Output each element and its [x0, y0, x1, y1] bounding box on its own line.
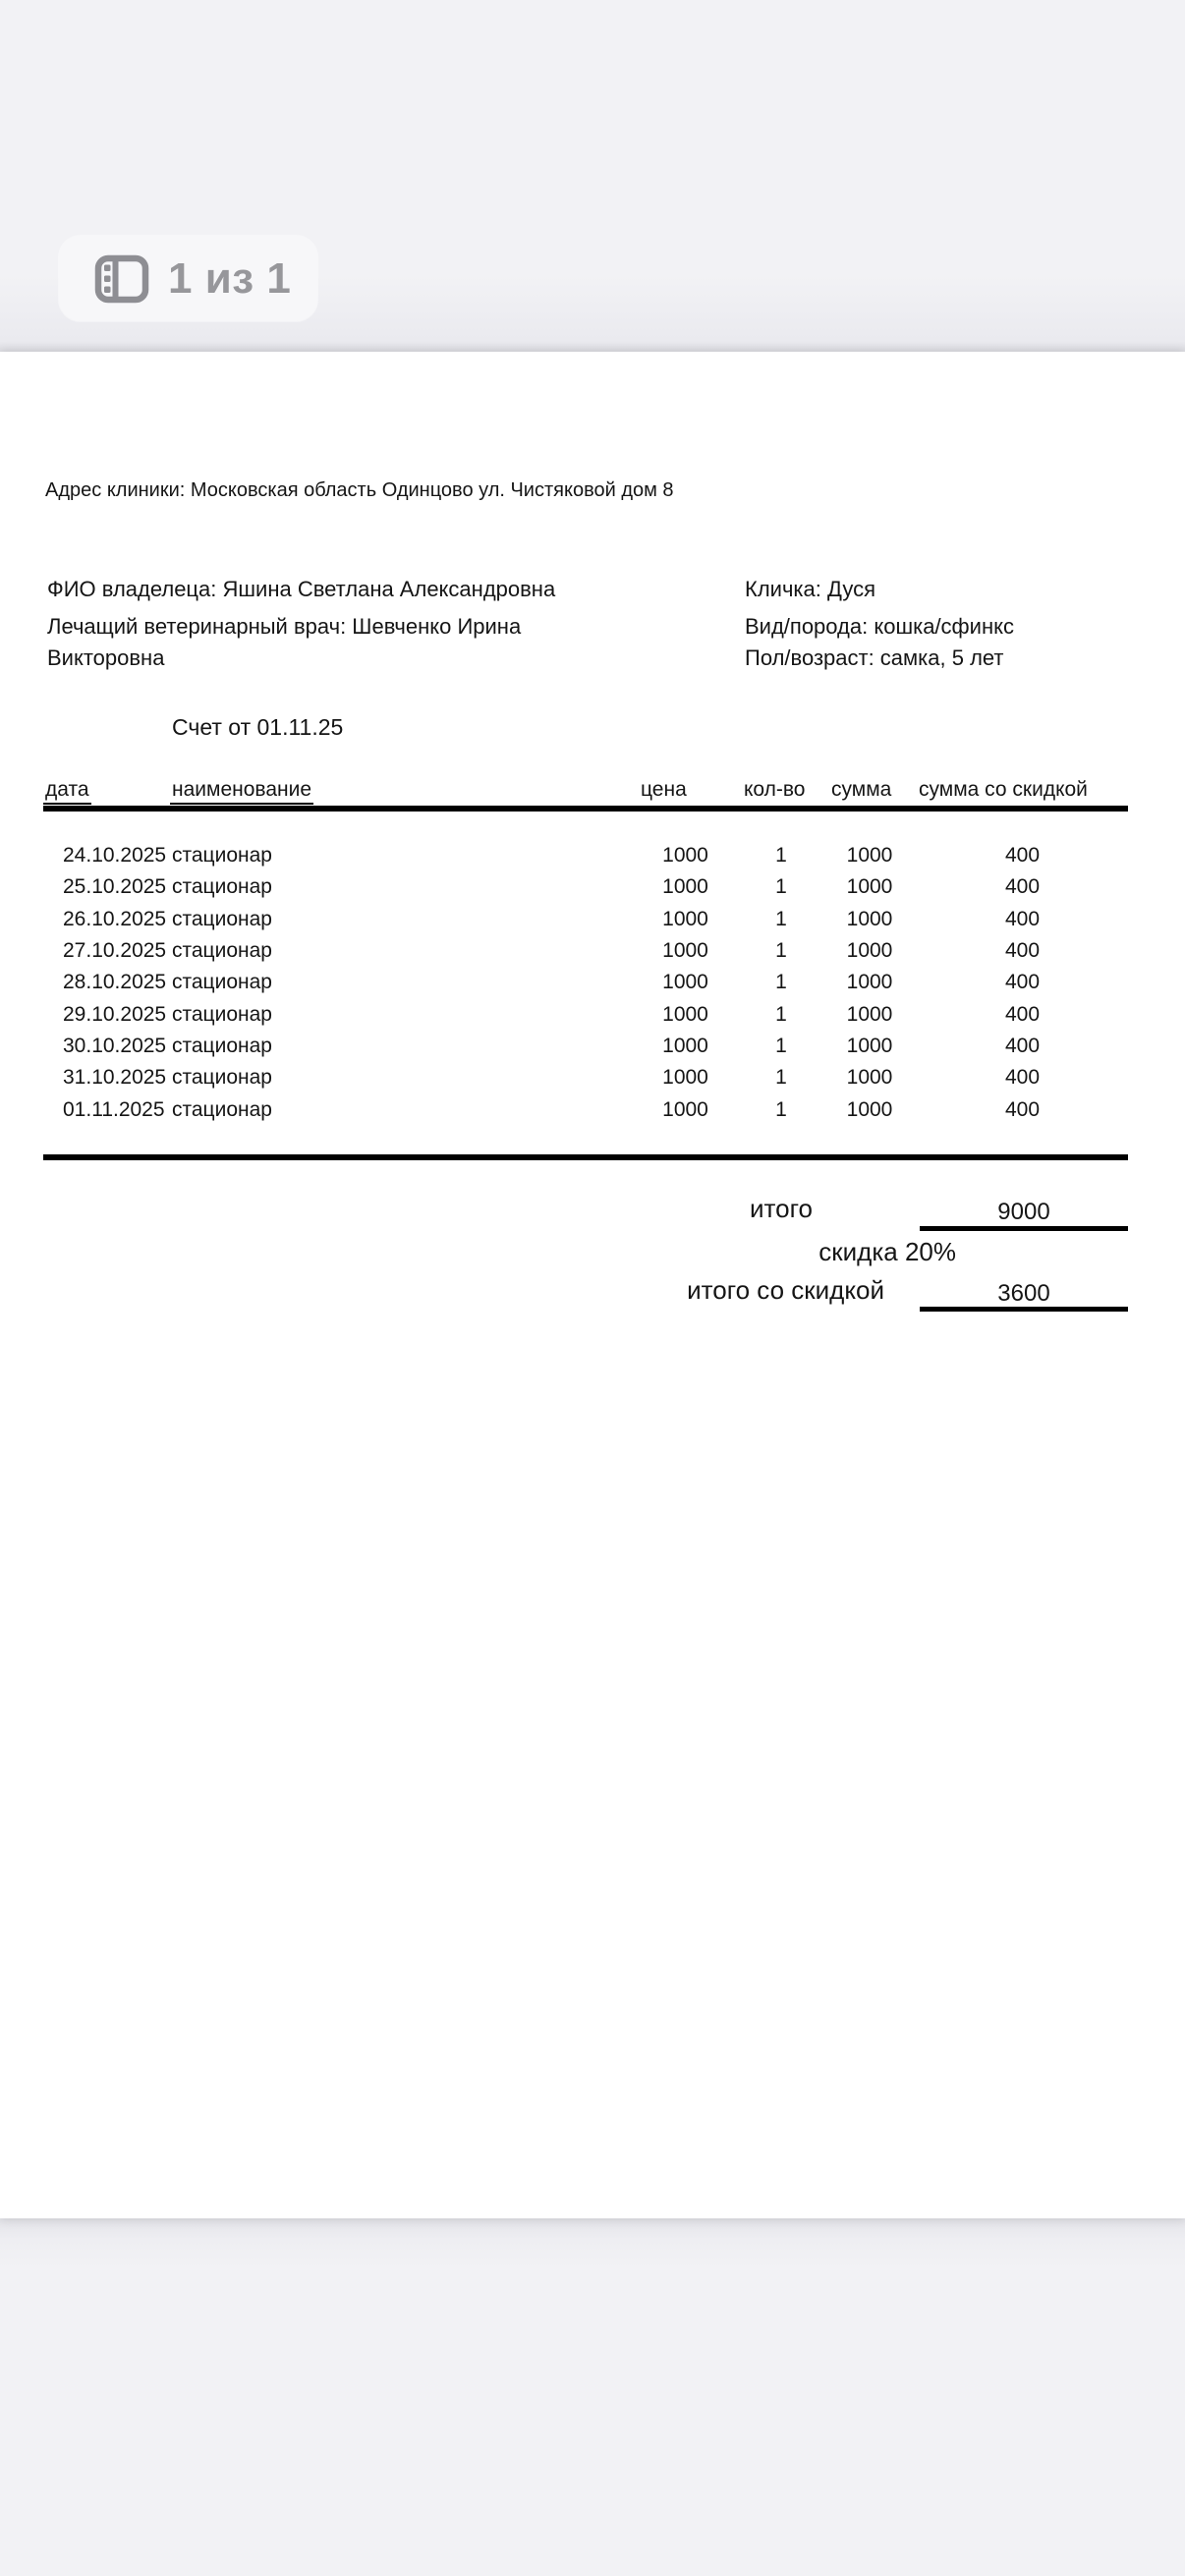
cell-sum: 1000 — [846, 907, 893, 930]
subtotal-rule — [920, 1226, 1128, 1231]
cell-sum: 1000 — [846, 939, 893, 963]
cell-sum: 1000 — [846, 971, 893, 994]
cell-sum_discount: 400 — [1004, 844, 1041, 868]
cell-sum_discount: 400 — [1004, 1066, 1041, 1090]
thumbnails-sidebar-icon — [94, 254, 149, 304]
cell-price: 1000 — [662, 1066, 708, 1090]
cell-price: 1000 — [662, 939, 708, 963]
pet-name: Кличка: Дуся — [745, 577, 876, 601]
col-header-date: дата — [43, 778, 91, 805]
table-row — [43, 935, 1126, 967]
table-header-rule — [43, 806, 1128, 812]
cell-sum: 1000 — [846, 1002, 893, 1026]
cell-price: 1000 — [662, 907, 708, 930]
table-row — [43, 1031, 1126, 1062]
page-count-label: 1 из 1 — [168, 253, 292, 303]
cell-name: стационар — [172, 939, 272, 963]
cell-qty: 1 — [775, 844, 787, 868]
cell-name: стационар — [172, 971, 272, 994]
cell-date: 25.10.2025 — [63, 875, 167, 899]
table-row — [43, 904, 1126, 935]
table-row — [43, 1093, 1126, 1125]
cell-price: 1000 — [662, 844, 708, 868]
cell-date: 29.10.2025 — [63, 1002, 167, 1026]
table-row — [43, 871, 1126, 903]
cell-name: стационар — [172, 1002, 272, 1026]
document-page — [0, 352, 1185, 2218]
cell-date: 28.10.2025 — [63, 971, 167, 994]
cell-sum_discount: 400 — [1004, 1097, 1041, 1121]
cell-sum: 1000 — [846, 1097, 893, 1121]
cell-qty: 1 — [775, 1066, 787, 1090]
col-header-sum: сумма — [831, 778, 892, 801]
subtotal-label: итого — [750, 1194, 813, 1223]
vet-name-line2: Викторовна — [47, 645, 165, 670]
cell-sum: 1000 — [846, 1066, 893, 1090]
col-header-price: цена — [641, 778, 687, 801]
clinic-address: Адрес клиники: Московская область Одинцово ул. Чистяковой дом 8 — [45, 479, 674, 501]
cell-name: стационар — [172, 844, 272, 868]
cell-sum_discount: 400 — [1004, 1002, 1041, 1026]
sex-age: Пол/возраст: самка, 5 лет — [745, 645, 1004, 670]
total-with-discount-value: 3600 — [997, 1280, 1050, 1307]
total-rule — [920, 1307, 1128, 1312]
cell-name: стационар — [172, 907, 272, 930]
cell-sum_discount: 400 — [1004, 971, 1041, 994]
cell-qty: 1 — [775, 1002, 787, 1026]
species-breed: Вид/порода: кошка/сфинкс — [745, 614, 1014, 639]
cell-name: стационар — [172, 1034, 272, 1057]
cell-sum: 1000 — [846, 875, 893, 899]
cell-qty: 1 — [775, 907, 787, 930]
cell-sum_discount: 400 — [1004, 1034, 1041, 1057]
cell-name: стационар — [172, 1097, 272, 1121]
cell-date: 26.10.2025 — [63, 907, 167, 930]
cell-price: 1000 — [662, 875, 708, 899]
cell-date: 24.10.2025 — [63, 844, 167, 868]
cell-date: 30.10.2025 — [63, 1034, 167, 1057]
cell-date: 01.11.2025 — [63, 1097, 165, 1121]
cell-sum: 1000 — [846, 844, 893, 868]
invoice-table-body — [43, 840, 1126, 1126]
cell-price: 1000 — [662, 971, 708, 994]
cell-qty: 1 — [775, 875, 787, 899]
col-header-quantity: кол-во — [744, 778, 806, 801]
table-row — [43, 967, 1126, 998]
total-with-discount-label: итого со скидкой — [687, 1275, 884, 1305]
cell-qty: 1 — [775, 1034, 787, 1057]
cell-name: стационар — [172, 1066, 272, 1090]
cell-name: стационар — [172, 875, 272, 899]
vet-name-line1: Лечащий ветеринарный врач: Шевченко Ирина — [47, 614, 522, 639]
cell-qty: 1 — [775, 939, 787, 963]
subtotal-value: 9000 — [997, 1199, 1050, 1225]
col-header-sum-discount: сумма со скидкой — [919, 778, 1088, 801]
viewer-bottom-area — [0, 2218, 1185, 2576]
cell-sum_discount: 400 — [1004, 907, 1041, 930]
cell-date: 31.10.2025 — [63, 1066, 167, 1090]
cell-qty: 1 — [775, 971, 787, 994]
table-row — [43, 998, 1126, 1030]
col-header-name: наименование — [170, 778, 313, 805]
cell-date: 27.10.2025 — [63, 939, 167, 963]
invoice-title: Счет от 01.11.25 — [172, 714, 344, 740]
table-bottom-rule — [43, 1154, 1128, 1160]
owner-name: ФИО владелеца: Яшина Светлана Александровна — [47, 577, 556, 601]
cell-price: 1000 — [662, 1034, 708, 1057]
cell-sum_discount: 400 — [1004, 875, 1041, 899]
cell-price: 1000 — [662, 1002, 708, 1026]
cell-sum_discount: 400 — [1004, 939, 1041, 963]
table-row — [43, 1062, 1126, 1093]
cell-price: 1000 — [662, 1097, 708, 1121]
table-row — [43, 840, 1126, 871]
cell-qty: 1 — [775, 1097, 787, 1121]
discount-label: скидка 20% — [818, 1237, 956, 1266]
page-count-badge[interactable] — [59, 236, 317, 321]
cell-sum: 1000 — [846, 1034, 893, 1057]
